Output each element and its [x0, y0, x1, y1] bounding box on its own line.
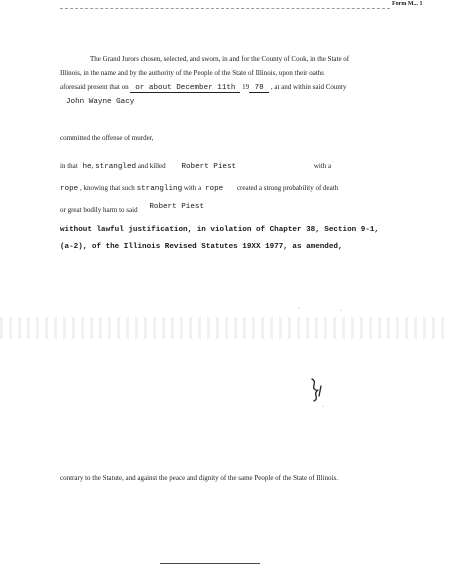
intro-line-2: Illinois, in the name and by the authority of the People of the State of Illinois, upon their oaths [60, 69, 325, 77]
scan-speck: · [298, 306, 300, 312]
act-strangling: strangling [136, 185, 183, 193]
in-that-line [60, 162, 331, 171]
year-prefix: 19 [242, 83, 250, 91]
and-killed: and killed [137, 162, 166, 170]
violation-line-2: (a-2), of the Illinois Revised Statutes 19XX 1977, as amended, [60, 243, 343, 251]
bodily-harm-line [60, 203, 205, 215]
signature-line [160, 563, 260, 564]
violation-line-1: without lawful justification, in violation of Chapter 38, Section 9-1, [60, 226, 379, 234]
intro-suffix: , at and within said County [270, 83, 347, 91]
victim-name-2: Robert Piest [149, 203, 205, 211]
scan-speck: · [322, 404, 324, 410]
date-field: or about December 11th [130, 84, 240, 93]
with-a-2: with a [183, 184, 202, 192]
comma: , [91, 162, 94, 170]
knowing-clause: , knowing that such [79, 184, 135, 192]
defendant-name: John Wayne Gacy [66, 98, 135, 106]
closing-line: contrary to the Statute, and against the peace and dignity of the same People of the State of Illinois. [60, 474, 338, 482]
intro-line-3 [60, 83, 346, 93]
weapon-2: rope [204, 185, 224, 193]
form-number: Form M... 1 [392, 1, 423, 7]
offense-line: committed the offense of murder, [60, 134, 154, 142]
scan-speck: · [340, 308, 342, 314]
scan-smudge-band [0, 317, 450, 339]
handwritten-mark [306, 376, 328, 404]
bodily-prefix: or great bodily harm to said [60, 206, 138, 214]
with-a: with a [313, 162, 332, 170]
in-that: in that [60, 162, 78, 170]
intro-line-1: The Grand Jurors chosen, selected, and sworn, in and for the County of Cook, in the State of [90, 55, 350, 63]
intro-prefix: aforesaid present that on [60, 83, 129, 91]
rope-line [60, 184, 338, 193]
year-field: 78 [249, 84, 269, 93]
pronoun: he [82, 163, 92, 171]
weapon: rope [60, 185, 79, 193]
created-clause: created a strong probability of death [236, 184, 339, 192]
top-rule [60, 8, 390, 9]
victim-name: Robert Piest [181, 163, 237, 171]
act-strangled: strangled [95, 163, 137, 171]
